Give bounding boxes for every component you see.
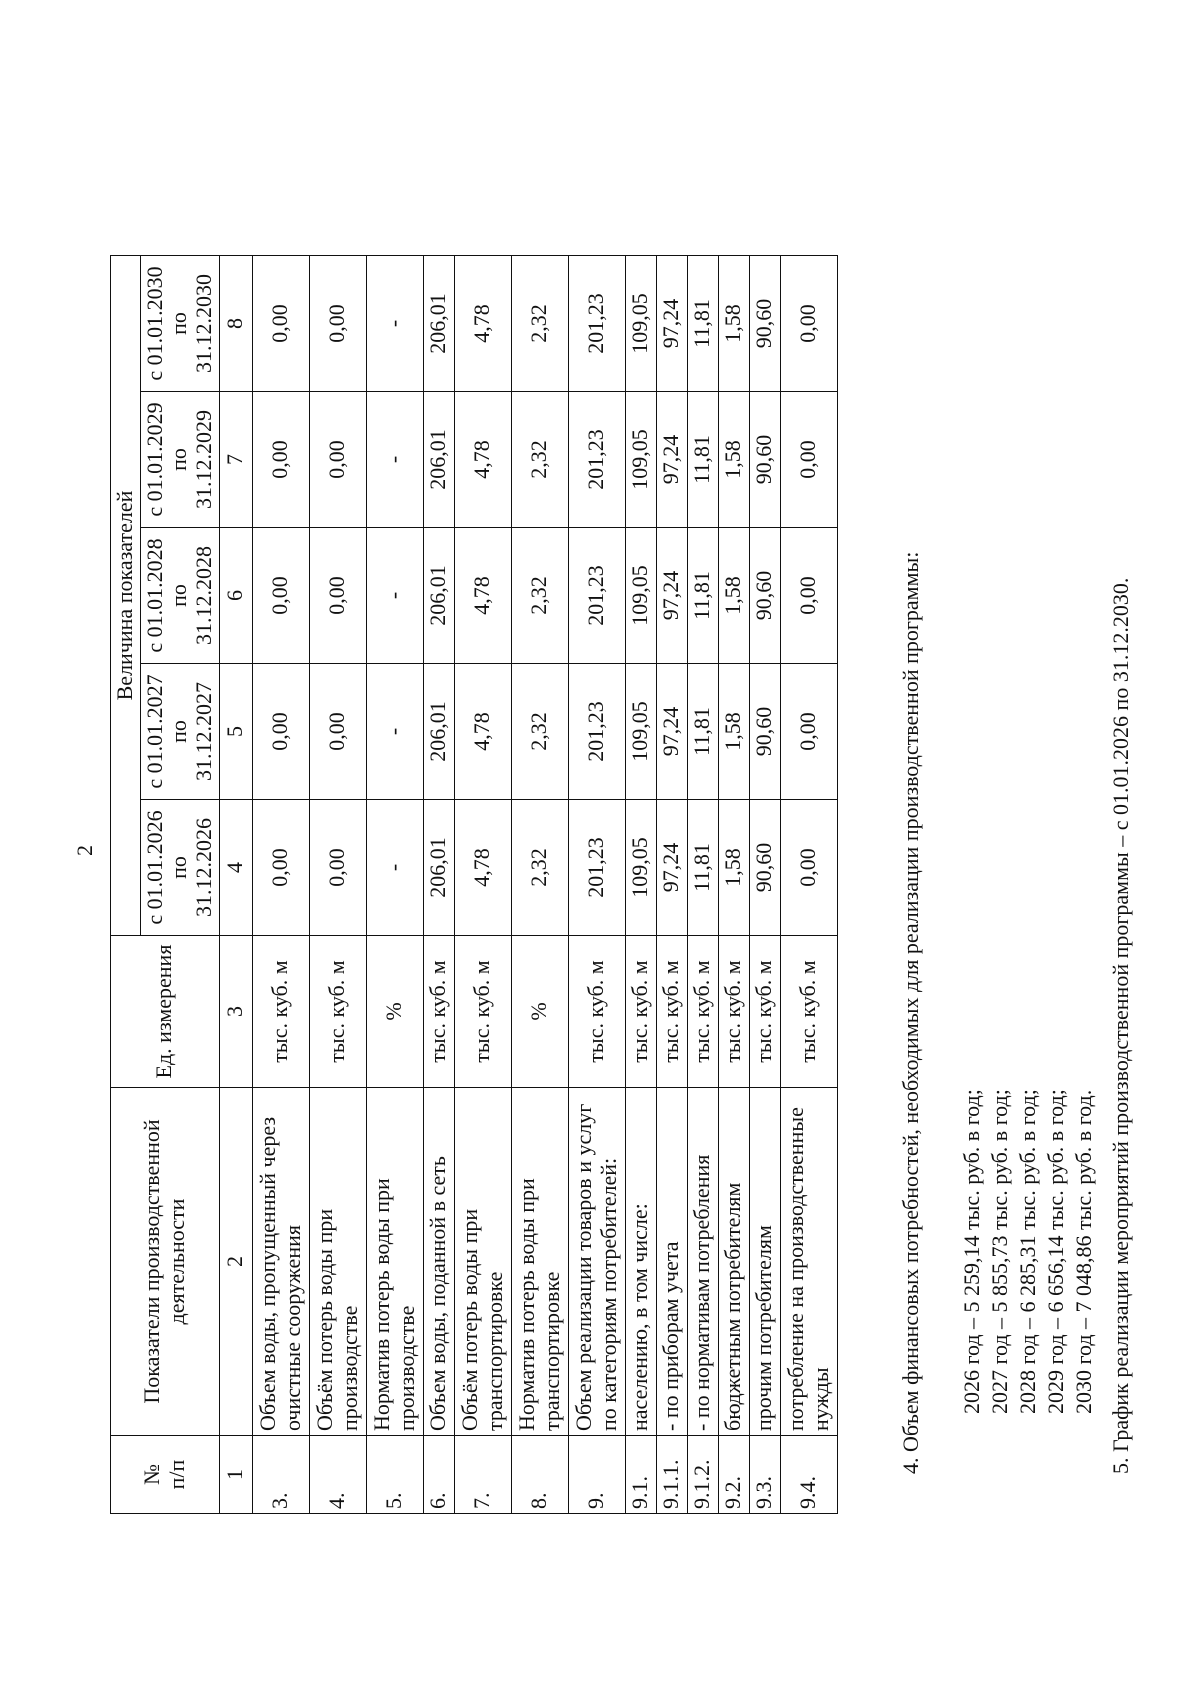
table-row bbox=[780, 256, 837, 1514]
value-cell: 0,00 bbox=[252, 528, 309, 664]
table-row bbox=[252, 256, 309, 1514]
value-cell: 2,32 bbox=[511, 800, 568, 936]
indicator-name-cell: Объём потерь воды при транспортировке bbox=[454, 1088, 511, 1436]
row-number-cell: 9.1. bbox=[625, 1436, 656, 1514]
value-cell: 109,05 bbox=[625, 528, 656, 664]
row-number-cell: 9.1.1. bbox=[656, 1436, 687, 1514]
value-cell: 201,23 bbox=[568, 528, 625, 664]
value-cell: 109,05 bbox=[625, 256, 656, 392]
table-row bbox=[366, 256, 423, 1514]
finance-item: 2029 год – 6 656,14 тыс. руб. в год; bbox=[1043, 1089, 1068, 1414]
value-cell: 109,05 bbox=[625, 392, 656, 528]
row-number-cell: 9. bbox=[568, 1436, 625, 1514]
indicator-name-cell: бюджетным потребителям bbox=[718, 1088, 749, 1436]
value-cell: 0,00 bbox=[252, 256, 309, 392]
row-number-cell: 6. bbox=[423, 1436, 454, 1514]
value-cell: 4,78 bbox=[454, 392, 511, 528]
unit-cell: тыс. куб. м bbox=[423, 936, 454, 1088]
value-cell: 11,81 bbox=[687, 664, 718, 800]
indicator-name-cell: Норматив потерь воды при транспортировке bbox=[511, 1088, 568, 1436]
value-cell: 206,01 bbox=[423, 800, 454, 936]
table-row bbox=[718, 256, 749, 1514]
indicator-name-cell: потребление на производственные нужды bbox=[780, 1088, 837, 1436]
row-number-cell: 4. bbox=[309, 1436, 366, 1514]
value-cell: - bbox=[366, 256, 423, 392]
finance-item: 2028 год – 6 285,31 тыс. руб. в год; bbox=[1015, 1089, 1040, 1414]
unit-cell: тыс. куб. м bbox=[780, 936, 837, 1088]
unit-cell: тыс. куб. м bbox=[687, 936, 718, 1088]
column-number: 6 bbox=[219, 528, 252, 664]
finance-needs-heading: 4. Объем финансовых потребностей, необходимых для реализации производственной программы: bbox=[898, 551, 923, 1474]
row-number-cell: 8. bbox=[511, 1436, 568, 1514]
value-cell: 0,00 bbox=[309, 528, 366, 664]
value-cell: 2,32 bbox=[511, 256, 568, 392]
value-cell: 97,24 bbox=[656, 256, 687, 392]
value-cell: 90,60 bbox=[749, 392, 780, 528]
value-cell: 1,58 bbox=[718, 256, 749, 392]
header-indicator: Показатели производственной деятельности bbox=[111, 1088, 220, 1436]
indicator-name-cell: прочим потребителям bbox=[749, 1088, 780, 1436]
unit-cell: тыс. куб. м bbox=[718, 936, 749, 1088]
unit-cell: тыс. куб. м bbox=[625, 936, 656, 1088]
row-number-cell: 9.3. bbox=[749, 1436, 780, 1514]
value-cell: 0,00 bbox=[780, 256, 837, 392]
value-cell: 2,32 bbox=[511, 392, 568, 528]
value-cell: 0,00 bbox=[309, 800, 366, 936]
value-cell: 4,78 bbox=[454, 528, 511, 664]
table-row bbox=[511, 256, 568, 1514]
page-number: 2 bbox=[72, 845, 97, 856]
column-number: 1 bbox=[219, 1436, 252, 1514]
value-cell: 2,32 bbox=[511, 528, 568, 664]
table-row bbox=[687, 256, 718, 1514]
row-number-cell: 9.4. bbox=[780, 1436, 837, 1514]
unit-cell: тыс. куб. м bbox=[309, 936, 366, 1088]
value-cell: 90,60 bbox=[749, 664, 780, 800]
value-cell: 1,58 bbox=[718, 800, 749, 936]
value-cell: 97,24 bbox=[656, 664, 687, 800]
indicator-name-cell: - по нормативам потребления bbox=[687, 1088, 718, 1436]
value-cell: 1,58 bbox=[718, 528, 749, 664]
indicator-name-cell: Объем воды, пропущенный через очистные сооружения bbox=[252, 1088, 309, 1436]
column-number: 3 bbox=[219, 936, 252, 1088]
value-cell: 0,00 bbox=[252, 664, 309, 800]
value-cell: 109,05 bbox=[625, 664, 656, 800]
value-cell: 109,05 bbox=[625, 800, 656, 936]
finance-item: 2026 год – 5 259,14 тыс. руб. в год; bbox=[959, 1089, 984, 1414]
indicator-name-cell: населению, в том числе: bbox=[625, 1088, 656, 1436]
column-number: 7 bbox=[219, 392, 252, 528]
value-cell: 11,81 bbox=[687, 392, 718, 528]
value-cell: 206,01 bbox=[423, 392, 454, 528]
value-cell: 97,24 bbox=[656, 392, 687, 528]
unit-cell: тыс. куб. м bbox=[656, 936, 687, 1088]
value-cell: 0,00 bbox=[309, 392, 366, 528]
header-period: с 01.01.2029 по 31.12.2029 bbox=[140, 392, 219, 528]
indicator-name-cell: Объем реализации товаров и услуг по категориям потребителей: bbox=[568, 1088, 625, 1436]
unit-cell: тыс. куб. м bbox=[454, 936, 511, 1088]
value-cell: 0,00 bbox=[252, 392, 309, 528]
column-numbers-row bbox=[219, 256, 252, 1514]
value-cell: 0,00 bbox=[252, 800, 309, 936]
value-cell: 0,00 bbox=[780, 392, 837, 528]
value-cell: 1,58 bbox=[718, 392, 749, 528]
table-row bbox=[454, 256, 511, 1514]
unit-cell: тыс. куб. м bbox=[252, 936, 309, 1088]
table-row bbox=[423, 256, 454, 1514]
header-period: с 01.01.2027 по 31.12.2027 bbox=[140, 664, 219, 800]
value-cell: 201,23 bbox=[568, 256, 625, 392]
finance-needs-list bbox=[958, 1089, 1098, 1414]
indicators-table bbox=[110, 255, 838, 1514]
row-number-cell: 9.2. bbox=[718, 1436, 749, 1514]
header-unit: Ед. измерения bbox=[111, 936, 220, 1088]
value-cell: 90,60 bbox=[749, 800, 780, 936]
value-cell: 0,00 bbox=[780, 664, 837, 800]
value-cell: 201,23 bbox=[568, 392, 625, 528]
row-number-cell: 7. bbox=[454, 1436, 511, 1514]
value-cell: 4,78 bbox=[454, 256, 511, 392]
value-cell: 206,01 bbox=[423, 664, 454, 800]
value-cell: 4,78 bbox=[454, 800, 511, 936]
value-cell: 206,01 bbox=[423, 256, 454, 392]
indicators-table-wrapper bbox=[110, 255, 838, 1514]
value-cell: 97,24 bbox=[656, 528, 687, 664]
table-row bbox=[309, 256, 366, 1514]
value-cell: 201,23 bbox=[568, 664, 625, 800]
value-cell: - bbox=[366, 800, 423, 936]
value-cell: 11,81 bbox=[687, 800, 718, 936]
indicator-name-cell: Объём потерь воды при производстве bbox=[309, 1088, 366, 1436]
value-cell: - bbox=[366, 392, 423, 528]
value-cell: 206,01 bbox=[423, 528, 454, 664]
header-period: с 01.01.2028 по 31.12.2028 bbox=[140, 528, 219, 664]
value-cell: 0,00 bbox=[309, 664, 366, 800]
value-cell: 4,78 bbox=[454, 664, 511, 800]
value-cell: - bbox=[366, 664, 423, 800]
value-cell: 201,23 bbox=[568, 800, 625, 936]
table-row bbox=[568, 256, 625, 1514]
value-cell: 1,58 bbox=[718, 664, 749, 800]
table-row bbox=[625, 256, 656, 1514]
column-number: 2 bbox=[219, 1088, 252, 1436]
indicator-name-cell: Норматив потерь воды при производстве bbox=[366, 1088, 423, 1436]
column-number: 8 bbox=[219, 256, 252, 392]
value-cell: 90,60 bbox=[749, 256, 780, 392]
row-number-cell: 9.1.2. bbox=[687, 1436, 718, 1514]
column-number: 5 bbox=[219, 664, 252, 800]
value-cell: 2,32 bbox=[511, 664, 568, 800]
header-values-group: Величина показателей bbox=[111, 256, 141, 936]
value-cell: 90,60 bbox=[749, 528, 780, 664]
unit-cell: % bbox=[366, 936, 423, 1088]
value-cell: - bbox=[366, 528, 423, 664]
row-number-cell: 3. bbox=[252, 1436, 309, 1514]
header-period: с 01.01.2030 по 31.12.2030 bbox=[140, 256, 219, 392]
table-row bbox=[656, 256, 687, 1514]
value-cell: 0,00 bbox=[780, 528, 837, 664]
unit-cell: тыс. куб. м bbox=[568, 936, 625, 1088]
finance-item: 2030 год – 7 048,86 тыс. руб. в год. bbox=[1071, 1089, 1096, 1414]
header-period: с 01.01.2026 по 31.12.2026 bbox=[140, 800, 219, 936]
value-cell: 0,00 bbox=[309, 256, 366, 392]
unit-cell: % bbox=[511, 936, 568, 1088]
indicator-name-cell: Объем воды, поданной в сеть bbox=[423, 1088, 454, 1436]
table-row bbox=[749, 256, 780, 1514]
schedule-heading: 5. График реализации мероприятий производственной программы – с 01.01.2026 по 31.12.2030. bbox=[1108, 577, 1133, 1474]
value-cell: 97,24 bbox=[656, 800, 687, 936]
value-cell: 11,81 bbox=[687, 528, 718, 664]
finance-item: 2027 год – 5 855,73 тыс. руб. в год; bbox=[987, 1089, 1012, 1414]
row-number-cell: 5. bbox=[366, 1436, 423, 1514]
column-number: 4 bbox=[219, 800, 252, 936]
value-cell: 0,00 bbox=[780, 800, 837, 936]
value-cell: 11,81 bbox=[687, 256, 718, 392]
indicator-name-cell: - по приборам учета bbox=[656, 1088, 687, 1436]
unit-cell: тыс. куб. м bbox=[749, 936, 780, 1088]
header-no: № п/п bbox=[111, 1436, 220, 1514]
